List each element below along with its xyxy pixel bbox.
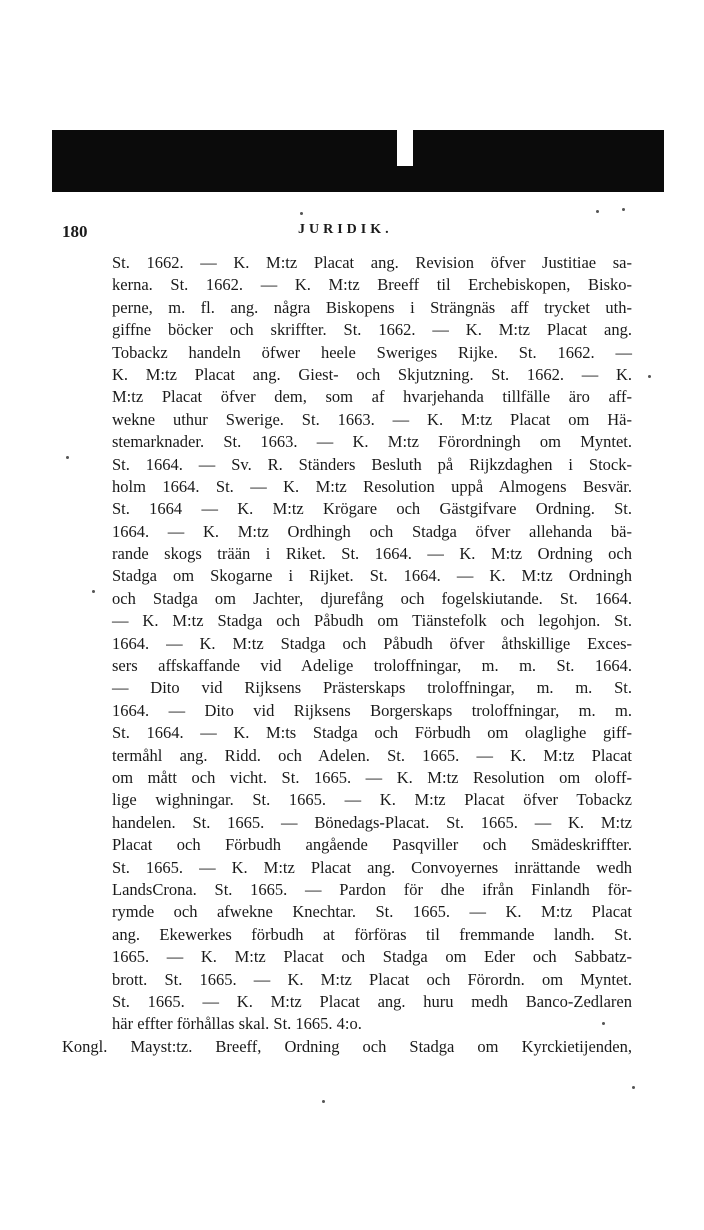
text-line: ang. Ekewerkes förbudh at förföras til fremmande landh. St. — [112, 924, 632, 944]
running-head — [62, 222, 622, 248]
text-line: 1664. — K. M:tz Stadga och Påbudh öfver åthskillige Exces- — [112, 633, 632, 653]
ink-speck — [92, 590, 95, 593]
text-line: 1664. — Dito vid Rijksens Borgerskaps troloffningar, m. m. — [112, 700, 632, 720]
ink-speck — [602, 1022, 605, 1025]
text-line: Placat och Förbudh angående Pasqviller och Smädeskriffter. — [112, 835, 632, 855]
text-line: St. 1662. — K. M:tz Placat ang. Revision öfver Justitiae sa- — [112, 253, 632, 272]
ink-speck — [322, 1100, 325, 1103]
text-line: St. 1665. — K. M:tz Placat ang. huru medh Banco-Zedlaren — [112, 991, 632, 1011]
text-block — [62, 252, 632, 1058]
text-line: holm 1664. St. — K. M:tz Resolution uppå Almogens Besvär. — [112, 476, 632, 496]
text-line: perne, m. fl. ang. några Biskopens i Strängnäs aff trycket uth- — [112, 297, 632, 317]
black-scan-band — [52, 130, 664, 192]
text-line: rymde och afwekne Knechtar. St. 1665. — K. M:tz Placat — [112, 902, 632, 922]
text-line: — Dito vid Rijksens Prästerskaps troloffningar, m. m. St. — [112, 678, 632, 698]
text-line: St. 1664 — K. M:tz Krögare och Gästgifvare Ordning. St. — [112, 499, 632, 519]
ink-speck — [622, 208, 625, 211]
text-line: kerna. St. 1662. — K. M:tz Breeff til Erchebiskopen, Bisko- — [112, 275, 632, 295]
text-line: LandsCrona. St. 1665. — Pardon för dhe ifrån Finlandh för- — [112, 879, 632, 899]
text-line: lige wighningar. St. 1665. — K. M:tz Placat öfver Tobackz — [112, 790, 632, 810]
text-line: brott. St. 1665. — K. M:tz Placat och Förordn. om Myntet. — [112, 969, 632, 989]
text-line: 1665. — K. M:tz Placat och Stadga om Eder och Sabbatz- — [112, 947, 632, 967]
text-line: handelen. St. 1665. — Bönedags-Placat. St. 1665. — K. M:tz — [112, 812, 632, 832]
text-line: St. 1664. — K. M:ts Stadga och Förbudh om olaglighe giff- — [112, 723, 632, 743]
text-line: Stadga om Skogarne i Rijket. St. 1664. — K. M:tz Ordningh — [112, 566, 632, 586]
text-line: St. 1665. — K. M:tz Placat ang. Convoyernes inrättande wedh — [112, 857, 632, 877]
text-line: M:tz Placat öfver dem, som af hvarjehanda tillfälle äro aff- — [112, 387, 632, 407]
text-line: här effter förhållas skal. St. 1665. 4:o. — [112, 1014, 362, 1034]
text-line: giffne böcker och skriffter. St. 1662. — K. M:tz Placat ang. — [112, 320, 632, 340]
text-line: rande skogs trään i Riket. St. 1664. — K. M:tz Ordning och — [112, 544, 632, 564]
text-line: om mått och vicht. St. 1665. — K. M:tz Resolution om oloff- — [112, 767, 632, 787]
ink-speck — [648, 375, 651, 378]
text-line: och Stadga om Jachter, djurefång och fogelskiutande. St. 1664. — [112, 588, 632, 608]
text-line: wekne uthur Swerige. St. 1663. — K. M:tz Placat om Hä- — [112, 409, 632, 429]
text-line: K. M:tz Placat ang. Giest- och Skjutzning. St. 1662. — K. — [112, 364, 632, 384]
section-title: JURIDIK. — [298, 222, 393, 237]
text-line: — K. M:tz Stadga och Påbudh om Tiänstefolk och legohjon. St. — [112, 611, 632, 631]
ink-speck — [300, 212, 303, 215]
next-entry-line: Kongl. Mayst:tz. Breeff, Ordning och Stadga om Kyrckietijenden, — [62, 1036, 632, 1056]
text-line: termåhl ang. Ridd. och Adelen. St. 1665. — K. M:tz Placat — [112, 745, 632, 765]
text-line: St. 1664. — Sv. R. Ständers Besluth på Rijkzdaghen i Stock- — [112, 454, 632, 474]
page-number: 180 — [62, 222, 88, 241]
ink-speck — [596, 210, 599, 213]
band-notch — [397, 130, 413, 166]
text-line: 1664. — K. M:tz Ordhingh och Stadga öfver allehanda bä- — [112, 521, 632, 541]
text-line: stemarknader. St. 1663. — K. M:tz Förordningh om Myntet. — [112, 432, 632, 452]
ink-speck — [66, 456, 69, 459]
text-line: sers affskaffande vid Adelige troloffningar, m. m. St. 1664. — [112, 656, 632, 676]
text-line: Tobackz handeln öfwer heele Sweriges Rijke. St. 1662. — — [112, 342, 632, 362]
ink-speck — [632, 1086, 635, 1089]
